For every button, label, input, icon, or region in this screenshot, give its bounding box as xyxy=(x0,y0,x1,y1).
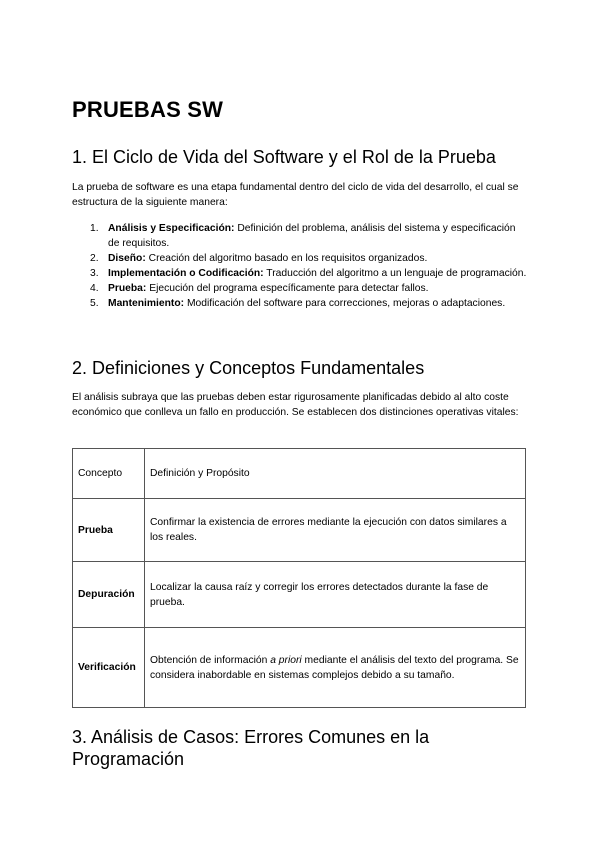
list-item xyxy=(72,251,527,266)
list-term: Implementación o Codificación: xyxy=(108,268,264,279)
section-1-heading: 1. El Ciclo de Vida del Software y el Rol de la Prueba xyxy=(72,147,496,167)
list-description: Traducción del algoritmo a un lenguaje de programación. xyxy=(263,268,527,279)
concept-cell: Prueba xyxy=(73,499,145,562)
definition-text: Obtención de información xyxy=(150,654,271,666)
list-term: Prueba: xyxy=(108,283,147,294)
definition-text: mediante el análisis del texto del programa. Se considera inabordable en sistemas complejos debido a su tamaño. xyxy=(150,654,519,681)
definition-cell: Localizar la causa raíz y corregir los errores detectados durante la fase de prueba. xyxy=(145,562,526,628)
definition-cell: Confirmar la existencia de errores mediante la ejecución con datos similares a los reales. xyxy=(145,499,526,562)
table-row xyxy=(73,628,526,708)
definition-cell xyxy=(145,628,526,708)
list-description: Definición del problema, análisis del sistema y especificación de requisitos. xyxy=(108,223,516,249)
list-term: Diseño: xyxy=(108,253,146,264)
section-2-heading: 2. Definiciones y Conceptos Fundamentales xyxy=(72,358,425,378)
list-number: 4. xyxy=(90,283,99,294)
list-item xyxy=(72,266,527,281)
list-term: Mantenimiento: xyxy=(108,298,185,309)
concept-cell: Depuración xyxy=(73,562,145,628)
list-description: Ejecución del programa específicamente para detectar fallos. xyxy=(146,283,429,294)
section-3-heading: 3. Análisis de Casos: Errores Comunes en la Programación xyxy=(72,727,430,769)
definition-italic: a priori xyxy=(270,654,302,666)
list-number: 5. xyxy=(90,298,99,309)
list-number: 3. xyxy=(90,268,99,279)
table-header-row xyxy=(73,449,526,499)
list-number: 1. xyxy=(90,223,99,234)
list-item xyxy=(72,281,527,296)
table-row xyxy=(73,499,526,562)
document-title: PRUEBAS SW xyxy=(72,97,224,122)
section-2-intro: El análisis subraya que las pruebas deben estar rigurosamente planificadas debido al alto coste económico que conlleva un fallo en producción. Se establecen dos distinciones operativas vitales: xyxy=(72,392,519,418)
list-description: Modificación del software para correcciones, mejoras o adaptaciones. xyxy=(184,298,506,309)
list-item xyxy=(72,296,527,311)
concepts-table xyxy=(72,448,526,708)
list-term: Análisis y Especificación: xyxy=(108,223,235,234)
concept-cell: Verificación xyxy=(73,628,145,708)
list-number: 2. xyxy=(90,253,99,264)
lifecycle-list xyxy=(72,221,527,311)
table-row xyxy=(73,562,526,628)
section-1-intro: La prueba de software es una etapa fundamental dentro del ciclo de vida del desarrollo, el cual se estructura de la siguiente manera: xyxy=(72,182,519,208)
header-cell-concept: Concepto xyxy=(73,449,145,499)
list-item xyxy=(72,221,527,251)
header-cell-definition: Definición y Propósito xyxy=(145,449,526,499)
list-description: Creación del algoritmo basado en los requisitos organizados. xyxy=(145,253,428,264)
